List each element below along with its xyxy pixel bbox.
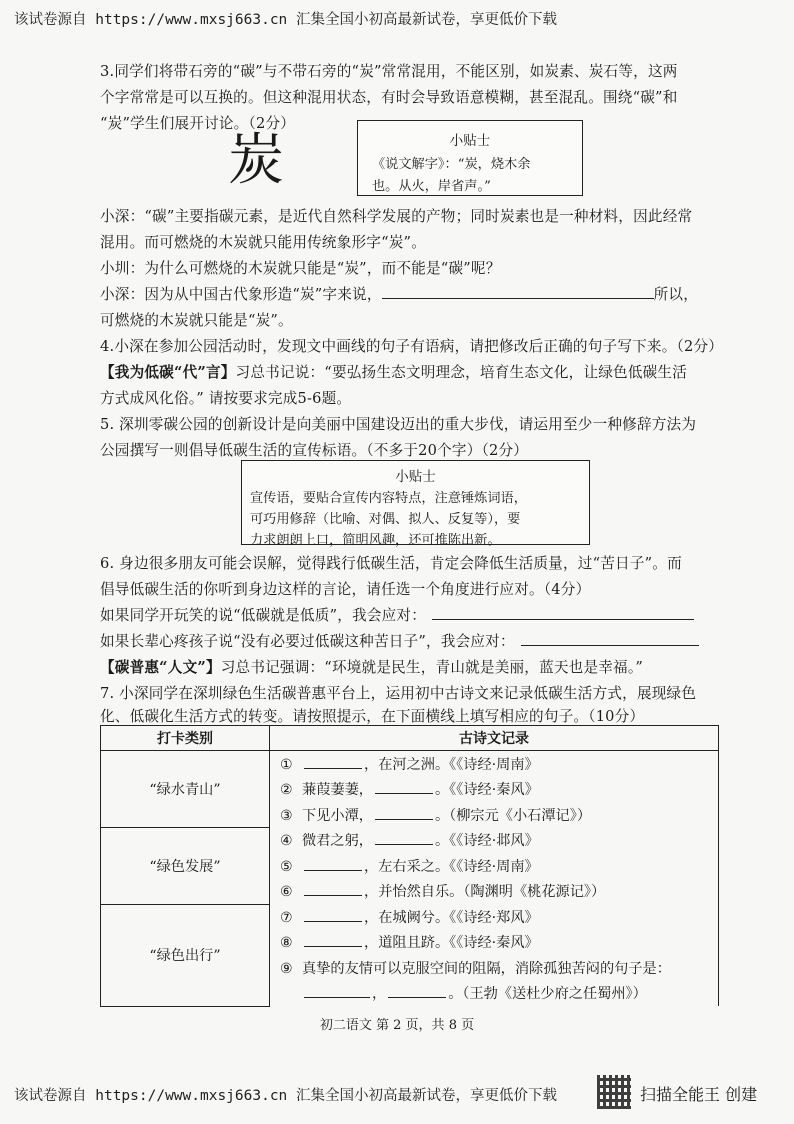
item-number: ⑥ (280, 884, 293, 901)
record-cell (270, 853, 719, 879)
record-cell (270, 777, 719, 803)
tip-line-1: 《说文解字》：“炭，烧木余 (372, 157, 531, 172)
record-suffix: 。《《诗经·秦风》 (434, 782, 539, 799)
fill-blank[interactable] (304, 882, 362, 896)
dialogue-xiaoshen-1: 小深：“碳”主要指碳元素，是近代自然科学发展的产物；同时炭素也是一种材料，因此经常 (100, 208, 693, 225)
record-suffix: ，左右采之。《《诗经·周南》 (364, 858, 539, 875)
header-category: 打卡类别 (101, 726, 270, 751)
header-watermark-top: 该试卷源自 https://www.mxsj663.cn 汇集全国小初高最新试卷，享更低价下载 (14, 12, 558, 28)
item-number: ⑤ (280, 858, 293, 875)
item-number: ④ (280, 833, 293, 850)
dialogue-xiaozhen: 小圳：为什么可燃烧的木炭就只能是“炭”，而不能是“碳”呢？ (100, 260, 501, 277)
fill-blank[interactable] (304, 933, 362, 947)
record-cell (270, 981, 719, 1007)
tip-box-shuowen (357, 120, 583, 196)
record-cell (270, 802, 719, 828)
fill-blank[interactable] (304, 857, 362, 871)
record-cell (270, 955, 719, 981)
q6-response-2 (100, 630, 699, 651)
q6-prompt-2: 如果长辈心疼孩子说“没有必要过低碳这种苦日子”，我会应对： (100, 633, 515, 650)
record-prefix: 微君之躬， (302, 833, 373, 850)
q3-line-2: 个字常常是可以互换的。但这种混用状态，有时会导致语意模糊，甚至混乱。围绕“碳”和 (100, 89, 678, 106)
item-number: ⑧ (280, 935, 293, 952)
record-prefix: 真挚的友情可以克服空间的阻隔，消除孤独苦闷的句子是： (302, 960, 671, 977)
fill-blank[interactable] (304, 755, 362, 769)
dialogue-conclusion: 可燃烧的木炭就只能是“炭”。 (100, 312, 293, 329)
q3-line-1: 3.同学们将带石旁的“碳”与不带石旁的“炭”常常混用，不能区别，如炭素、炭石等，这两 (100, 63, 678, 80)
record-suffix: ，在河之洲。《《诗经·周南》 (364, 756, 539, 773)
section-dai-title: 【我为低碳“代”言】 (100, 364, 236, 381)
poetry-record-table (100, 725, 719, 1007)
record-cell (270, 879, 719, 905)
answer-blank-q6-2[interactable] (521, 631, 699, 646)
section-pu-quote: 习总书记强调：“环境就是民生，青山就是美丽，蓝天也是幸福。” (220, 659, 643, 676)
record-suffix: ，在城阙兮。《《诗经·郑风》 (364, 909, 539, 926)
record-cell (270, 904, 719, 930)
record-cell (270, 930, 719, 956)
item-number: ① (280, 756, 293, 773)
record-suffix: 。（柳宗元《小石潭记》） (434, 807, 592, 824)
ancient-glyph-tan: 炭 (228, 128, 284, 193)
item-number: ⑨ (280, 960, 293, 977)
tip-line-1: 宣传语，要贴合宣传内容特点，注意锤炼词语， (250, 491, 527, 506)
q7-line-1: 7. 小深同学在深圳绿色生活碳普惠平台上，运用初中古诗文来记录低碳生活方式，展现绿色 (100, 685, 697, 702)
tip-box-slogan (241, 460, 590, 548)
item-number: ⑦ (280, 909, 293, 926)
answer-suffix: 所以， (653, 286, 699, 303)
table-row (101, 828, 719, 854)
record-suffix: 。（王勃《送杜少府之任蜀州》） (448, 986, 647, 1003)
q6-line-1: 6. 身边很多朋友可能会误解，觉得践行低碳生活，肯定会降低生活质量，过“苦日子”。而 (100, 555, 682, 572)
record-cell (270, 828, 719, 854)
q5-line-1: 5. 深圳零碳公园的创新设计是向美丽中国建设迈出的重大步伐，请运用至少一种修辞方法为 (100, 416, 697, 433)
comma: ， (372, 986, 387, 1003)
q5-line-2: 公园撰写一则倡导低碳生活的宣传标语。（不多于20个字）（2分） (100, 442, 529, 459)
answer-blank-q3[interactable] (382, 284, 654, 299)
fill-blank[interactable] (304, 908, 362, 922)
item-number: ③ (280, 807, 293, 824)
tip-title: 小贴士 (449, 133, 491, 149)
category-cell: “绿色发展” (101, 828, 270, 905)
page-footer: 初二语文 第 2 页，共 8 页 (319, 1018, 475, 1033)
tip-line-3: 力求朗朗上口，简明风趣，还可推陈出新。 (250, 533, 501, 548)
answer-blank-q6-1[interactable] (432, 605, 694, 620)
section-pu (100, 656, 643, 677)
q6-prompt-1: 如果同学开玩笑的说“低碳就是低质”，我会应对： (100, 607, 426, 624)
q6-response-1 (100, 604, 694, 625)
tip-line-2: 可巧用修辞（比喻、对偶、拟人、反复等），要 (250, 512, 521, 527)
section-dai-quote: 习总书记说：“要弘扬生态文明理念，培育生态文化，让绿色低碳生活 (235, 364, 688, 381)
record-prefix: 下见小潭， (302, 807, 373, 824)
category-cell: “绿色出行” (101, 904, 270, 1006)
q6-line-2: 倡导低碳生活的你听到身边这样的言论，请任选一个角度进行应对。（4分） (100, 581, 591, 598)
item-number: ② (280, 782, 293, 799)
record-suffix: ，道阻且跻。《《诗经·秦风》 (364, 935, 539, 952)
qr-code-icon (597, 1075, 631, 1109)
tip-line-2: 也。从火，岸省声。” (372, 179, 491, 194)
header-record: 古诗文记录 (270, 726, 719, 751)
fill-blank[interactable] (375, 806, 433, 820)
record-suffix: 。《《诗经·邶风》 (434, 833, 539, 850)
answer-prompt: 小深：因为从中国古代象形造“炭”字来说， (100, 286, 382, 303)
fill-blank[interactable] (304, 984, 370, 998)
section-dai-line-2: 方式成风化俗。” 请按要求完成5-6题。 (100, 390, 352, 407)
fill-blank[interactable] (375, 780, 433, 794)
table-row (101, 751, 719, 777)
q7-line-2: 化、低碳化生活方式的转变。请按照提示，在下面横线上填写相应的句子。（10分） (100, 708, 645, 725)
fill-blank[interactable] (375, 831, 433, 845)
header-watermark-bottom: 该试卷源自 https://www.mxsj663.cn 汇集全国小初高最新试卷，享更低价下载 (14, 1088, 558, 1104)
fill-blank[interactable] (388, 984, 446, 998)
tip-title: 小贴士 (395, 469, 436, 485)
section-dai-line-1 (100, 361, 687, 382)
category-cell: “绿水青山” (101, 751, 270, 828)
record-cell (270, 751, 719, 777)
section-pu-title: 【碳普惠“人文”】 (100, 659, 221, 676)
dialogue-xiaoshen-2: 混用。而可燃烧的木炭就只能用传统象形字“炭”。 (100, 234, 426, 251)
dialogue-xiaoshen-answer (100, 283, 698, 304)
q3-line-3: “炭”学生们展开讨论。（2分） (100, 115, 296, 132)
scanner-credit: 扫描全能王 创建 (640, 1085, 758, 1104)
q4-text: 4.小深在参加公园活动时，发现文中画线的句子有语病，请把修改后正确的句子写下来。（2分） (100, 338, 724, 355)
record-suffix: ，并怡然自乐。（陶渊明《桃花源记》） (364, 884, 606, 901)
table-row (101, 904, 719, 930)
record-prefix: 蒹葭萋萋， (302, 782, 373, 799)
